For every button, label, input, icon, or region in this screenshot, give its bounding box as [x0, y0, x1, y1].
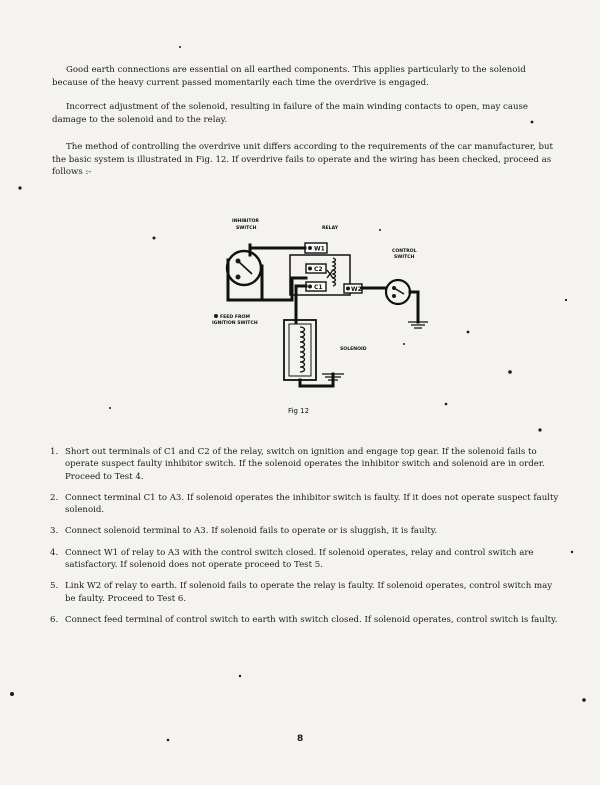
list-item [50, 446, 562, 483]
step-text: Connect terminal C1 to A3. If solenoid operates the inhibitor switch is faulty. If it does not operate suspect faulty solenoid. [65, 492, 559, 516]
feed-label-2: IGNITION SWITCH [212, 321, 258, 326]
figure-caption: Fig 12 [288, 407, 310, 415]
terminal-c1: C1 [314, 284, 323, 291]
control-label-2: SWITCH [394, 255, 415, 260]
inhibitor-switch [227, 251, 261, 285]
list-item [50, 492, 562, 517]
paragraph-control-method: The method of controlling the overdrive unit differs according to the requirements of the car manufacturer, but the basic system is illustrated in Fig. 12. If overdrive fails to operate and the wiring has been checked, proceed as follows :- [52, 142, 553, 177]
control-switch [386, 280, 410, 304]
solenoid [284, 320, 344, 386]
step-text: Link W2 of relay to earth. If solenoid fails to operate the relay is faulty. If solenoid operates, control switch may be faulty. Proceed to Test 6. [65, 581, 553, 604]
step-text: Connect feed terminal of control switch to earth with switch closed. If solenoid operates, control switch is faulty. [65, 614, 558, 625]
solenoid-label: SOLENOID [340, 347, 367, 352]
step-number: 1. [50, 447, 59, 457]
list-item [50, 580, 562, 605]
step-number: 4. [50, 547, 59, 558]
step-text: Short out terminals of C1 and C2 of the relay, switch on ignition and engage top gear. If the solenoid fails to operate suspect faulty inhibitor switch. If the solenoid operates the inhibitor switch and solenoid are in order. Proceed to Test 4. [65, 447, 545, 482]
scan-speckle [10, 46, 586, 741]
relay-label: RELAY [322, 226, 339, 231]
step-number: 3. [50, 526, 59, 537]
feed-terminal [214, 314, 218, 318]
list-item [50, 547, 562, 572]
control-label-1: CONTROL [392, 249, 417, 254]
terminal-c2: C2 [314, 266, 323, 273]
step-number: 5. [50, 581, 59, 592]
test-steps [50, 446, 562, 635]
feed-label-1: FEED FROM [220, 315, 250, 320]
paragraph-earth-connections: Good earth connections are essential on all earthed components. This applies particularly to the solenoid because of the heavy current passed momentarily each time the overdrive is engaged. [52, 65, 526, 88]
paragraph-solenoid-adjustment: Incorrect adjustment of the solenoid, resulting in failure of the main winding contacts to open, may cause damage to the solenoid and to the relay. [52, 102, 529, 125]
terminal-w2: W2 [351, 286, 362, 293]
list-item [50, 525, 562, 537]
step-number: 2. [50, 492, 59, 503]
step-text: Connect solenoid terminal to A3. If solenoid fails to operate or is sluggish, it is faulty. [65, 526, 438, 537]
step-number: 6. [50, 614, 59, 625]
terminal-w1: W1 [314, 245, 325, 253]
step-text: Connect W1 of relay to A3 with the control switch closed. If solenoid operates, relay and control switch are satisfactory. If solenoid does not operate proceed to Test 5. [65, 547, 534, 571]
inhibitor-label-1: INHIBITOR [232, 219, 259, 224]
page-number: 8 [297, 734, 304, 744]
inhibitor-label-2: SWITCH [236, 226, 257, 231]
list-item [50, 614, 562, 626]
